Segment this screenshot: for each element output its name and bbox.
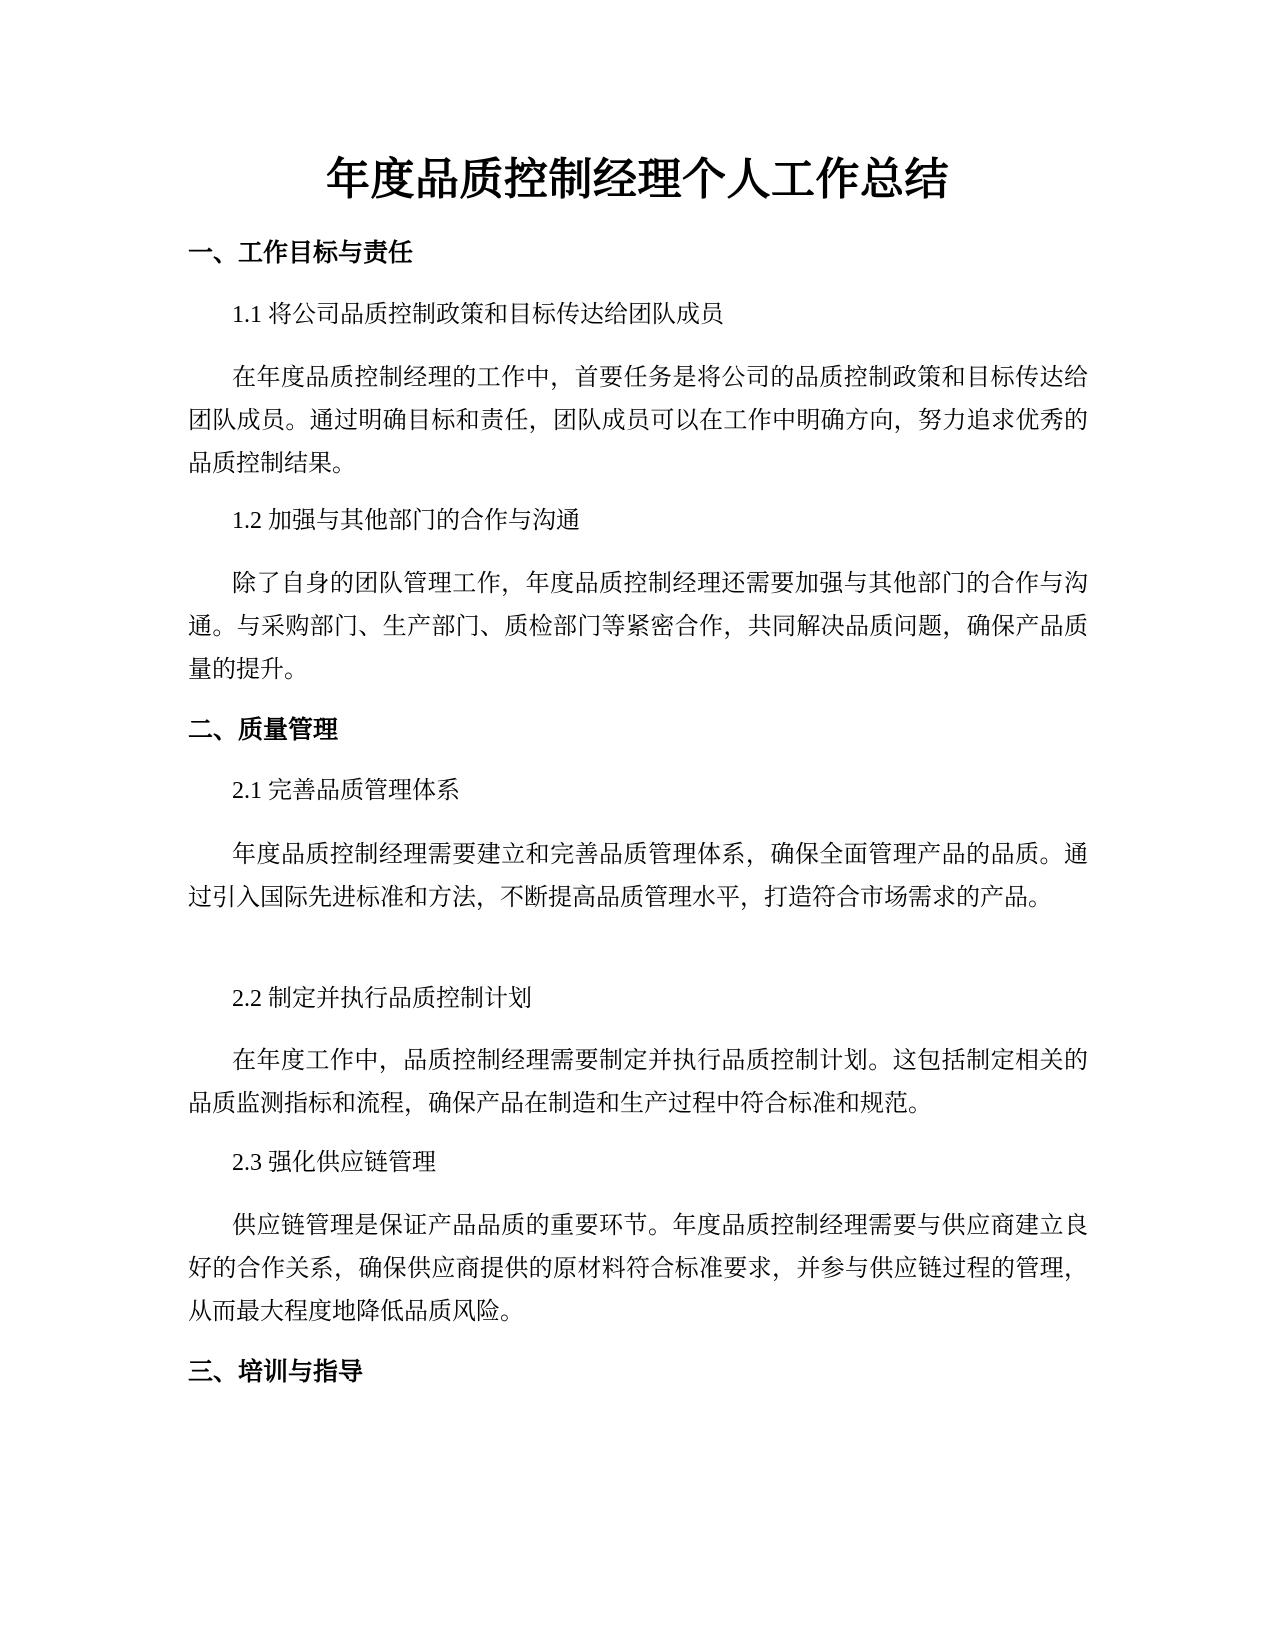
paragraph-1-2: 除了自身的团队管理工作，年度品质控制经理还需要加强与其他部门的合作与沟通。与采购部门、生产部门、质检部门等紧密合作，共同解决品质问题，确保产品质量的提升。 bbox=[188, 571, 1088, 683]
section-heading-1: 一、工作目标与责任 bbox=[188, 238, 414, 267]
subheading-1-2: 1.2 加强与其他部门的合作与沟通 bbox=[232, 508, 580, 534]
paragraph-2-2: 在年度工作中，品质控制经理需要制定并执行品质控制计划。这包括制定相关的品质监测指标和流程，确保产品在制造和生产过程中符合标准和规范。 bbox=[188, 1048, 1088, 1117]
section-heading-3: 三、培训与指导 bbox=[188, 1357, 364, 1386]
subheading-2-1: 2.1 完善品质管理体系 bbox=[232, 778, 460, 804]
document-title: 年度品质控制经理个人工作总结 bbox=[326, 154, 949, 205]
paragraph-2-3: 供应链管理是保证产品品质的重要环节。年度品质控制经理需要与供应商建立良好的合作关系，确保供应商提供的原材料符合标准要求，并参与供应链过程的管理，从而最大程度地降低品质风险。 bbox=[188, 1213, 1088, 1325]
subheading-1-1: 1.1 将公司品质控制政策和目标传达给团队成员 bbox=[232, 302, 724, 328]
section-heading-2: 二、质量管理 bbox=[188, 715, 339, 744]
paragraph-2-1: 年度品质控制经理需要建立和完善品质管理体系，确保全面管理产品的品质。通过引入国际先进标准和方法，不断提高品质管理水平，打造符合市场需求的产品。 bbox=[188, 842, 1088, 911]
paragraph-1-1: 在年度品质控制经理的工作中，首要任务是将公司的品质控制政策和目标传达给团队成员。通过明确目标和责任，团队成员可以在工作中明确方向，努力追求优秀的品质控制结果。 bbox=[188, 365, 1088, 477]
subheading-2-3: 2.3 强化供应链管理 bbox=[232, 1150, 436, 1176]
subheading-2-2: 2.2 制定并执行品质控制计划 bbox=[232, 986, 532, 1012]
